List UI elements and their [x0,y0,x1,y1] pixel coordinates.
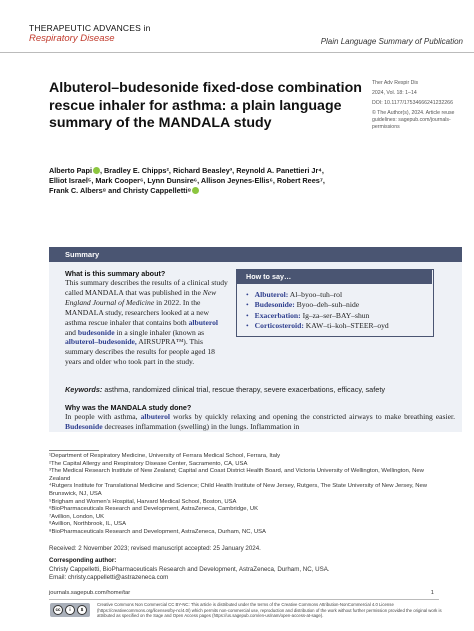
why-paragraph: In people with asthma, albuterol works by quickly relaxing and opening the constricted airways to make breathing easier. Budesonide decreases inflammation (swelling) in the lungs. Inflammation in [65,412,455,431]
meta-volume: 2024, Vol. 18: 1–14 [372,90,417,96]
affiliation-item: ⁷Avillion, London, UK [49,513,105,520]
authors-line1-rest: , Bradley E. Chipps², Richard Beasley³, Reynold A. Panettieri Jr⁴, [99,166,324,175]
authors-line3: Frank C. Albers⁸ and Christy Cappelletti [49,186,188,195]
article-meta [372,80,467,134]
affiliation-item: ³The Medical Research Institute of New Zealand; Capital and Coast District Health Board, and Victoria University of Wellington, Wellington, New Zealand [49,468,424,482]
keywords-text: asthma, randomized clinical trial, rescue therapy, severe exacerbations, efficacy, safety [104,385,385,394]
what-paragraph: This summary describes the results of a clinical study called MANDALA that was published in the New England Journal of Medicine in 2022. In the MANDALA study, researchers looked at a new asthma rescue inhaler that contains both albuterol and budesonide in a single inhaler (known as albuterol–budesonide, AIRSUPRA™). This summary describes the results for people aged 18 years and older who took part in the study. [65,278,228,367]
affiliation-item: ⁸BioPharmaceuticals Research and Development, AstraZeneca, Durham, NC, USA [49,528,266,535]
license-text: Creative Commons Non Commercial CC BY-NC: This article is distributed under the terms of the Creative Commons Attribution-NonCommercial 4.0 License (https://creativecommons.org/licenses/by-nc/4.0/) which permits non-commercial use, reproduction and distribution of the work without further permission provided the original work is attributed as specified on the Sage and Open Access pages (https://us.sagepub.com/en-us/nam/open-access-at-sage). [97,602,442,618]
term-albuterol: albuterol [140,412,170,421]
what-heading: What is this summary about? [65,269,166,278]
journal-name: THERAPEUTIC ADVANCES in [29,23,151,33]
affiliation-item: ⁸Avillion, Northbrook, IL, USA [49,521,127,528]
affiliations-divider [49,450,99,451]
summary-header-bar [49,247,462,262]
journal-subject: Respiratory Disease [29,33,115,44]
author-list [49,166,429,196]
affiliation-item: ⁵Brigham and Women's Hospital, Harvard Medical School, Boston, USA [49,498,237,505]
meta-doi[interactable]: DOI: 10.1177/17534666241232266 [372,100,453,106]
header-divider [0,52,474,53]
page-number: 1 [430,590,434,596]
keywords-label: Keywords: [65,385,103,394]
pronunciation-item: • Albuterol: Al–byoo–tuh–rol [246,290,431,300]
authors-line3-sup: ⁸ [187,186,192,195]
pronunciation-item: • Corticosteroid: KAW–ti–koh–STEER–oyd [246,321,431,331]
meta-copyright: © The Author(s), 2024. Article reuse guidelines: sagepub.com/journals-permissions [372,110,455,130]
footer-divider [49,599,439,600]
header-section-label: Plain Language Summary of Publication [320,37,463,46]
term-budesonide: budesonide [77,327,115,337]
author-first: Alberto Papi [49,166,92,175]
authors-line2: Elliot Israel⁵, Mark Cooper⁶, Lynn Dunsire⁶, Allison Jeynes-Ellis⁶, Robert Rees⁷, [49,176,325,185]
journal-citation: New England Journal of Medicine [65,287,217,307]
journal-url[interactable]: journals.sagepub.com/home/tar [49,590,131,596]
pronunciation-list [246,290,431,332]
orcid-icon[interactable] [93,167,100,174]
pronunciation-item: • Budesonide: Byoo–deh–suh–nide [246,300,431,310]
term-albuterol: albuterol [188,317,218,327]
affiliation-item: ²The Capital Allergy and Respiratory Disease Center, Sacramento, CA, USA [49,460,248,467]
affiliation-item: ⁶BioPharmaceuticals Research and Development, AstraZeneca, Cambridge, UK [49,506,259,513]
how-to-say-title: How to say… [246,272,292,281]
keywords [65,385,460,394]
corresponding-email[interactable]: Email: christy.cappelletti@astrazeneca.com [49,574,169,581]
cc-by-nc-icon[interactable]: cc i $ [50,603,90,617]
meta-journal-abbrev: Ther Adv Respir Dis [372,80,419,86]
term-combination: albuterol–budesonide, [65,337,137,347]
corresponding-name: Christy Cappelletti, BioPharmaceuticals Research and Development, AstraZeneca, Durham, NC, USA. [49,566,330,573]
affiliations [49,453,444,537]
received-dates: Received: 2 November 2023; revised manuscript accepted: 25 January 2024. [49,545,261,552]
article-title: Albuterol–budesonide fixed-dose combination rescue inhaler for asthma: a plain language summary of the MANDALA study [49,80,362,131]
corresponding-heading: Corresponding author: [49,557,117,564]
term-budesonide: Budesonide [65,422,103,431]
corresponding-author [49,566,429,582]
summary-label: Summary [65,250,100,259]
why-heading: Why was the MANDALA study done? [65,403,192,412]
orcid-icon[interactable] [192,187,199,194]
affiliation-item: ⁴Rutgers Institute for Translational Medicine and Science; Child Health Institute of New Jersey, Rutgers, The State University of New Jersey, New Brunswick, NJ, USA [49,483,428,497]
pronunciation-item: • Exacerbation: Ig–za–ser–BAY–shun [246,311,431,321]
affiliation-item: ¹Department of Respiratory Medicine, University of Ferrara Medical School, Ferrara, Italy [49,453,281,459]
